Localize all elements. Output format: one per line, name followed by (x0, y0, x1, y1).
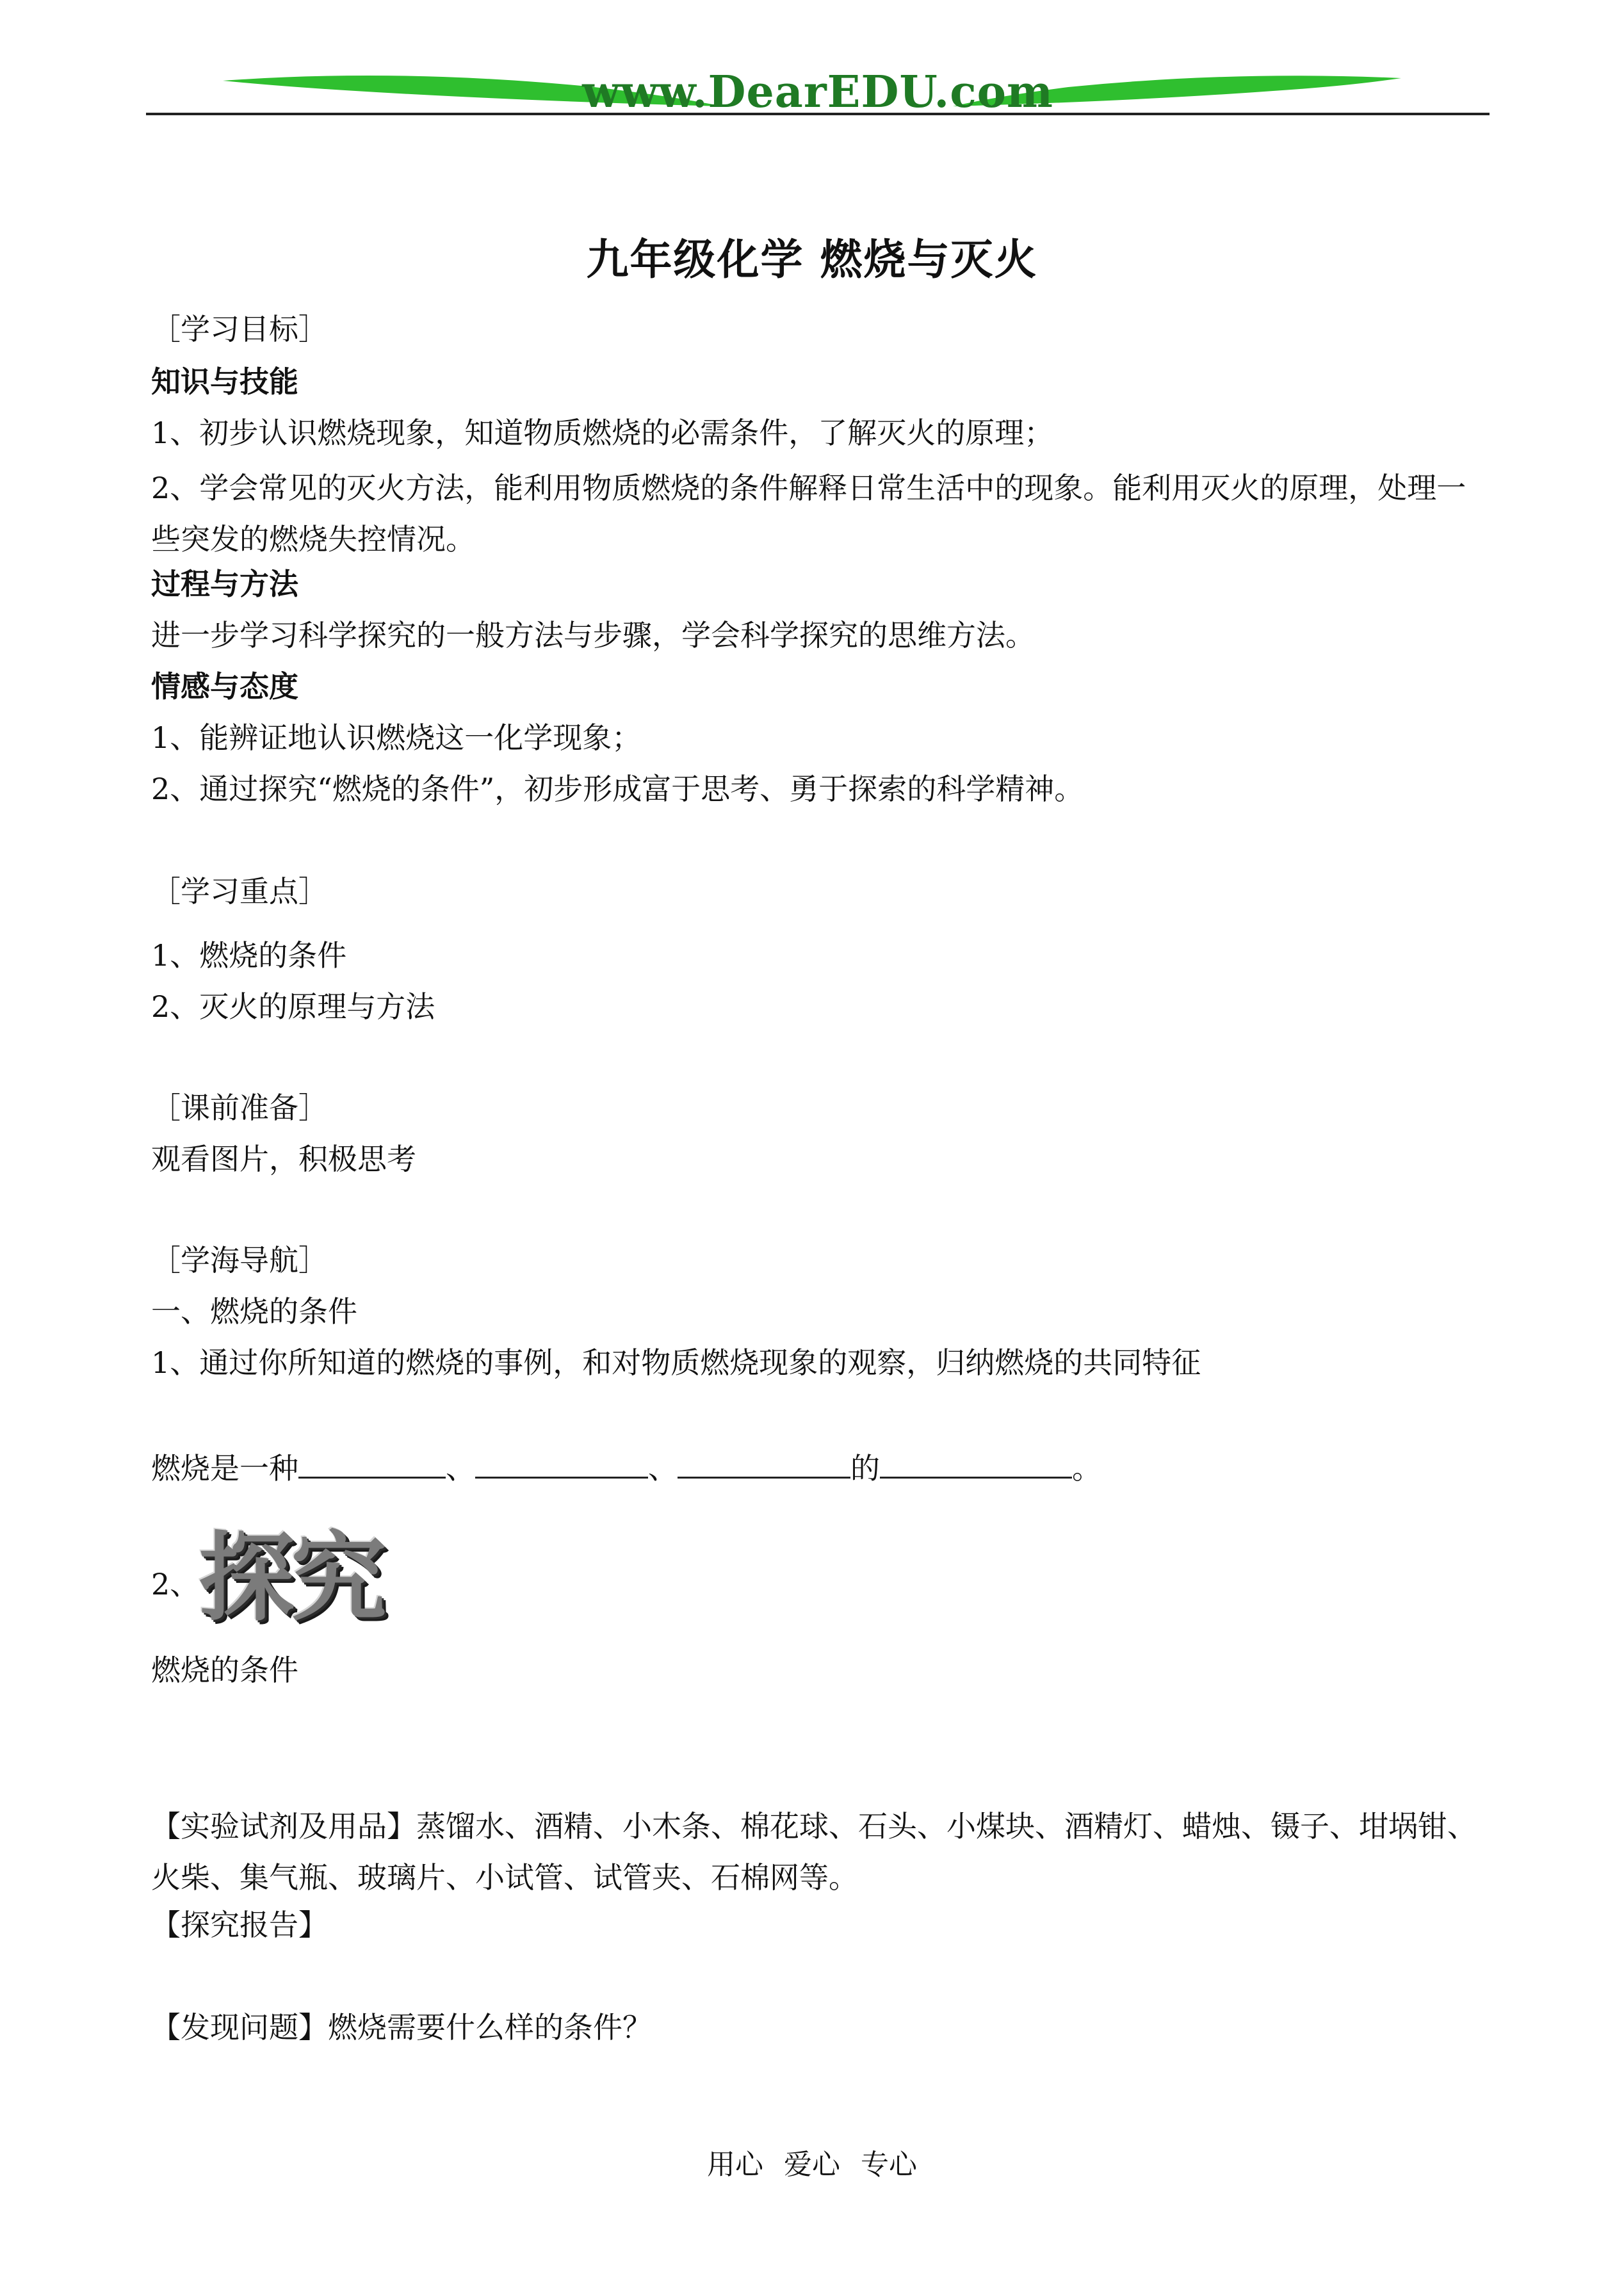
report-heading: 【探究报告】 (151, 1908, 328, 1942)
focus-heading: ［学习重点］ (151, 874, 328, 909)
document-title: 九年级化学 燃烧与灭火 (586, 235, 1038, 284)
fill-blank-mid: 的 (850, 1451, 880, 1486)
focus-item-2: 2、灭火的原理与方法 (151, 989, 435, 1024)
knowledge-heading: 知识与技能 (151, 364, 298, 399)
question-line: 【发现问题】燃烧需要什么样的条件？ (151, 2010, 652, 2045)
prep-heading: ［课前准备］ (151, 1091, 328, 1125)
focus-item-1: 1、燃烧的条件 (151, 938, 347, 973)
page-footer: 用心 爱心 专心 (707, 2148, 917, 2181)
goals-heading: ［学习目标］ (151, 312, 328, 346)
fill-blank-suffix: 。 (1072, 1451, 1101, 1486)
process-heading: 过程与方法 (151, 567, 298, 601)
header-banner (146, 61, 1490, 119)
emotion-item-2: 2、通过探究“燃烧的条件”，初步形成富于思考、勇于探索的科学精神。 (151, 772, 1084, 806)
knowledge-item-2: 2、学会常见的灭火方法，能利用物质燃烧的条件解释日常生活中的现象。能利用灭火的原理，处理一些突发的燃烧失控情况。 (151, 471, 1466, 556)
explore-item-number: 2、 (151, 1567, 200, 1602)
materials-paragraph: 【实验试剂及用品】蒸馏水、酒精、小木条、棉花球、石头、小煤块、酒精灯、蜡烛、镊子、坩埚钳、火柴、集气瓶、玻璃片、小试管、试管夹、石棉网等。 (151, 1809, 1477, 1895)
fill-blank-prefix: 燃烧是一种 (151, 1451, 298, 1486)
blank-3[interactable] (678, 1447, 850, 1479)
site-logo-text: www.DearEDU.com (582, 67, 1053, 118)
explore-item-text: 燃烧的条件 (151, 1653, 298, 1687)
nav-heading: ［学海导航］ (151, 1243, 328, 1277)
process-item-1: 进一步学习科学探究的一般方法与步骤，学会科学探究的思维方法。 (151, 618, 1035, 653)
emotion-heading: 情感与态度 (151, 669, 298, 704)
fill-blank-sep-1: 、 (446, 1451, 475, 1486)
nav-item-1: 1、通过你所知道的燃烧的事例，和对物质燃烧现象的观察，归纳燃烧的共同特征 (151, 1345, 1201, 1380)
header-rule (146, 113, 1490, 115)
fill-blank-sentence (151, 1447, 1101, 1486)
fill-blank-sep-2: 、 (648, 1451, 678, 1486)
emotion-item-1: 1、能辨证地认识燃烧这一化学现象； (151, 720, 642, 755)
knowledge-item-1: 1、初步认识燃烧现象，知道物质燃烧的必需条件，了解灭火的原理； (151, 416, 1054, 450)
nav-subheading: 一、燃烧的条件 (151, 1294, 357, 1329)
prep-item-1: 观看图片，积极思考 (151, 1142, 416, 1176)
blank-2[interactable] (475, 1447, 648, 1479)
blank-4[interactable] (880, 1447, 1072, 1479)
blank-1[interactable] (298, 1447, 446, 1479)
explore-wordart: 探究 (199, 1523, 384, 1634)
